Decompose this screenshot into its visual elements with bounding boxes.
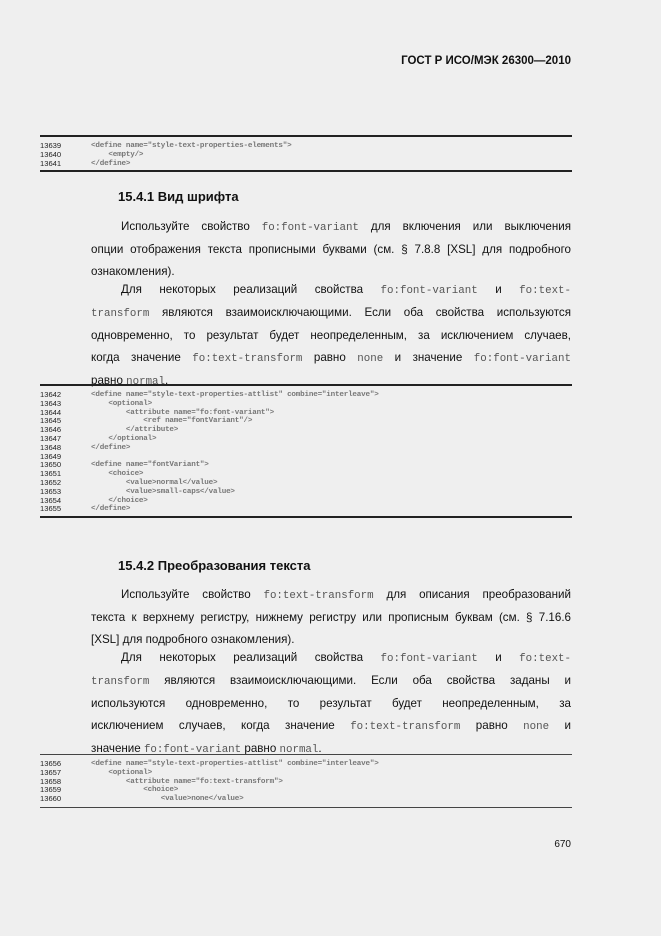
code-term: none (357, 353, 384, 365)
paragraph-line (91, 670, 571, 693)
code-text: <attribute name="fo:font-variant"> (91, 408, 274, 417)
code-text: <define name="style-text-properties-attlist" combine="interleave"> (91, 760, 379, 768)
code-line (40, 453, 572, 462)
code-line (40, 444, 572, 453)
code-text: <optional> (91, 768, 152, 777)
paragraph-line (91, 693, 571, 715)
text-run: используются одновременно, то результат будет неопределенным, за (91, 697, 571, 710)
text-run: значение (91, 742, 144, 755)
line-number: 13649 (40, 451, 62, 461)
code-text: <define name="style-text-properties-elements"> (91, 142, 292, 150)
text-run: исключением случаев, когда значение (91, 719, 351, 732)
paragraph-line (91, 279, 571, 302)
section-heading-text-transform: 15.4.2 Преобразования текста (118, 558, 311, 573)
line-number: 13652 (40, 477, 62, 487)
code-line (40, 786, 572, 795)
code-line (40, 479, 572, 488)
code-text: <define name="fontVariant"> (91, 461, 209, 470)
line-number: 13644 (40, 407, 62, 417)
line-number: 13648 (40, 442, 62, 452)
paragraph (91, 216, 571, 283)
code-line (40, 461, 572, 470)
code-text: <ref name="fontVariant"/> (91, 417, 253, 426)
code-line (40, 426, 572, 435)
paragraph-line (91, 325, 571, 347)
code-rule-bottom (40, 516, 572, 518)
code-line (40, 488, 572, 497)
text-run: . (165, 374, 169, 387)
line-number: 13643 (40, 398, 62, 408)
line-number: 13639 (40, 141, 62, 150)
code-line (40, 409, 572, 418)
code-text: <choice> (91, 470, 144, 479)
code-text: </choice> (91, 496, 148, 505)
code-term: fo:font-variant (380, 653, 478, 665)
line-number: 13654 (40, 495, 62, 505)
paragraph-line (91, 607, 571, 629)
code-line (40, 470, 572, 479)
line-number: 13650 (40, 460, 62, 470)
text-run: Используйте свойство (121, 220, 262, 233)
page-number: 670 (554, 839, 571, 850)
text-run: являются взаимоисключающими. Если оба свойства заданы и (149, 674, 571, 687)
text-run: и (549, 719, 571, 732)
code-line (40, 435, 572, 444)
code-line (40, 505, 572, 514)
code-text: </define> (91, 505, 131, 514)
code-line (40, 151, 572, 160)
text-run: равно (302, 351, 358, 364)
code-block-3 (40, 754, 572, 808)
paragraph-line (91, 239, 571, 261)
text-run: и (477, 283, 520, 296)
code-term: normal (279, 744, 319, 756)
code-line (40, 142, 572, 151)
line-number: 13640 (40, 149, 62, 159)
line-number: 13658 (40, 776, 62, 786)
code-term: none (523, 721, 550, 733)
line-number: 13659 (40, 785, 62, 795)
code-text: <value>none</value> (91, 795, 244, 804)
paragraph-line (91, 584, 571, 607)
code-line (40, 391, 572, 400)
line-number: 13646 (40, 425, 62, 435)
code-term: normal (126, 376, 166, 388)
text-run: . (318, 742, 322, 755)
code-text: <empty/> (91, 150, 144, 159)
text-run: текста к верхнему регистру, нижнему регистру или прописным буквам (см. § 7.16.6 (91, 611, 571, 624)
text-run: когда значение (91, 351, 193, 364)
paragraph (91, 584, 571, 651)
line-number: 13660 (40, 794, 62, 804)
line-number: 13641 (40, 158, 62, 168)
line-number: 13656 (40, 759, 62, 768)
line-number: 13655 (40, 504, 62, 514)
code-text: <optional> (91, 399, 152, 408)
code-line (40, 760, 572, 769)
paragraph-line (91, 715, 571, 738)
code-line (40, 778, 572, 787)
text-run: Используйте свойство (121, 588, 264, 601)
code-line (40, 497, 572, 506)
paragraph-line (91, 302, 571, 325)
text-run: и (477, 651, 520, 664)
code-line (40, 160, 572, 169)
paragraph-line (91, 647, 571, 670)
paragraph-line (91, 216, 571, 239)
code-term: transform (91, 308, 150, 320)
code-rule-bottom (40, 807, 572, 808)
text-run: Для некоторых реализаций свойства (121, 651, 381, 664)
code-block-2 (40, 384, 572, 518)
code-rule-bottom (40, 170, 572, 172)
code-text: </define> (91, 443, 131, 452)
paragraph-line (91, 347, 571, 370)
code-text: </attribute> (91, 426, 179, 435)
code-term: fo:font-variant (261, 222, 359, 234)
text-run: ознакомления). (91, 265, 175, 278)
code-line (40, 795, 572, 804)
text-run: равно (241, 742, 280, 755)
line-number: 13645 (40, 416, 62, 426)
line-number: 13642 (40, 390, 62, 399)
text-run: [XSL] для подробного ознакомления). (91, 633, 295, 646)
line-number: 13651 (40, 469, 62, 479)
code-term: fo:font-variant (380, 285, 478, 297)
text-run: и значение (383, 351, 474, 364)
text-run: равно (460, 719, 524, 732)
code-line (40, 769, 572, 778)
code-line (40, 400, 572, 409)
code-term: fo:font-variant (143, 744, 242, 756)
code-text: </define> (91, 159, 131, 168)
code-term: fo:text-transform (350, 721, 461, 733)
line-number: 13657 (40, 767, 62, 777)
text-run: опции отображения текста прописными буквами (см. § 7.8.8 [XSL] для подробного (91, 243, 571, 256)
code-term: fo:text- (519, 285, 572, 297)
code-text: <value>small-caps</value> (91, 487, 235, 496)
code-text: <attribute name="fo:text-transform"> (91, 777, 283, 786)
code-term: fo:text-transform (192, 353, 303, 365)
code-line (40, 417, 572, 426)
text-run: Для некоторых реализаций свойства (121, 283, 381, 296)
code-text: <define name="style-text-properties-attlist" combine="interleave"> (91, 391, 379, 399)
line-number: 13653 (40, 486, 62, 496)
section-heading-font-variant: 15.4.1 Вид шрифта (118, 189, 239, 204)
text-run: для описания преобразований (373, 588, 571, 601)
code-text: <choice> (91, 786, 179, 795)
paragraph (91, 279, 571, 393)
code-term: transform (91, 676, 150, 688)
code-text: </optional> (91, 434, 157, 443)
code-term: fo:text-transform (263, 590, 374, 602)
code-term: fo:text- (519, 653, 572, 665)
text-run: одновременно, то результат будет неопределенным, за исключением случаев, (91, 329, 571, 342)
line-number: 13647 (40, 433, 62, 443)
text-run: равно (91, 374, 127, 387)
code-block-1 (40, 135, 572, 172)
page-header: ГОСТ Р ИСО/МЭК 26300—2010 (401, 55, 571, 67)
text-run: для включения или выключения (358, 220, 571, 233)
text-run: являются взаимоисключающими. Если оба свойства используются (149, 306, 571, 319)
code-text: <value>normal</value> (91, 478, 218, 487)
code-term: fo:font-variant (473, 353, 571, 365)
paragraph (91, 647, 571, 761)
